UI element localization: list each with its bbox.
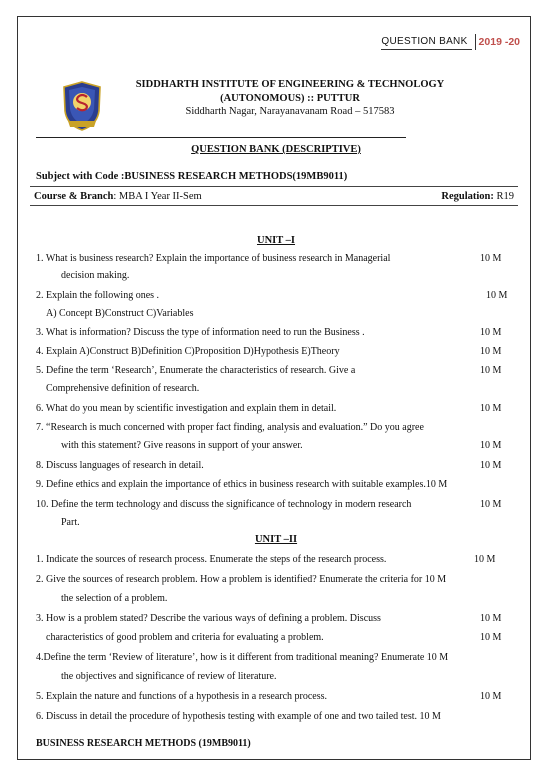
unit-1-question-line: with this statement? Give reasons in support of your answer. (61, 440, 303, 451)
header-label: QUESTION BANK (381, 36, 471, 50)
regulation (441, 191, 514, 202)
header-rule (36, 137, 406, 138)
regulation-value: R19 (493, 190, 514, 202)
unit-1-question-line: decision making. (61, 270, 130, 281)
header-divider (475, 34, 476, 50)
marks: 10 M (480, 632, 502, 643)
unit-1-title: UNIT –I (256, 235, 296, 246)
unit-1-question-line: 4. Explain A)Construct B)Definition C)Proposition D)Hypothesis E)Theory (36, 346, 340, 357)
marks: 10 M (480, 440, 502, 451)
unit-1-question-line: 8. Discuss languages of research in detail. (36, 460, 204, 471)
unit-2-question-line: 1. Indicate the sources of research process. Enumerate the steps of the research process. (36, 554, 387, 565)
marks: 10 M (480, 403, 502, 414)
subject-line: Subject with Code :BUSINESS RESEARCH METHODS(19MB9011) (36, 171, 348, 182)
unit-2-question-line: the objectives and significance of review of literature. (61, 671, 277, 682)
unit-1-question-line: 6. What do you mean by scientific investigation and explain them in detail. (36, 403, 337, 414)
unit-1-question-line: 1. What is business research? Explain the importance of business research in Managerial (36, 253, 391, 264)
unit-2-question-line: 5. Explain the nature and functions of a hypothesis in a research process. (36, 691, 328, 702)
unit-2-question-line: 2. Give the sources of research problem. How a problem is identified? Enumerate the criteria for 10 M (36, 574, 447, 585)
regulation-label: Regulation: (441, 190, 494, 202)
marks: 10 M (480, 365, 502, 376)
marks: 10 M (480, 327, 502, 338)
unit-1-question-line: A) Concept B)Construct C)Variables (46, 308, 194, 319)
course-branch-row (30, 186, 518, 206)
marks: 10 M (480, 460, 502, 471)
unit-2-question-line: 3. How is a problem stated? Describe the various ways of defining a problem. Discuss (36, 613, 381, 624)
document-title: QUESTION BANK (DESCRIPTIVE) (191, 144, 361, 155)
unit-1-question-line: Part. (61, 517, 80, 528)
marks: 10 M (474, 554, 496, 565)
unit-1-question-line: 7. “Research is much concerned with proper fact finding, analysis and evaluation.” Do you agree (36, 422, 424, 433)
unit-1-question-line: Comprehensive definition of research. (46, 383, 200, 394)
unit-2-question-line: the selection of a problem. (61, 593, 168, 604)
course-value: : MBA I Year II-Sem (113, 190, 202, 202)
unit-2-title: UNIT –II (254, 534, 298, 545)
marks: 10 M (480, 346, 502, 357)
header-year: 2019 -20 (478, 36, 520, 48)
unit-1-question-line: 2. Explain the following ones . (36, 290, 160, 301)
marks: 10 M (480, 499, 502, 510)
institute-address: Siddharth Nagar, Narayanavanam Road – 517583 (185, 106, 395, 117)
unit-1-question-line: 3. What is information? Discuss the type of information need to run the Business . (36, 327, 365, 338)
page-header (381, 34, 520, 50)
institute-name: SIDDHARTH INSTITUTE OF ENGINEERING & TECHNOLOGY (135, 79, 445, 90)
marks: 10 M (480, 691, 502, 702)
course-label: Course & Branch (34, 190, 114, 202)
institute-autonomous: (AUTONOMOUS) :: PUTTUR (220, 93, 360, 104)
unit-2-question-line: characteristics of good problem and criteria for evaluating a problem. (46, 632, 324, 643)
unit-2-question-line: 6. Discuss in detail the procedure of hypothesis testing with example of one and two tailed test. 10 M (36, 711, 441, 722)
unit-1-question-line: 9. Define ethics and explain the importance of ethics in business research with suitable examples.10 M (36, 479, 448, 490)
unit-2-question-line: 4.Define the term ‘Review of literature’, how is it different from traditional meaning? Enumerate 10 M (36, 652, 449, 663)
unit-1-question-line: 10. Define the term technology and discuss the significance of technology in modern research (36, 499, 412, 510)
marks: 10 M (480, 613, 502, 624)
marks: 10 M (480, 253, 502, 264)
marks: 10 M (486, 290, 508, 301)
page-footer: BUSINESS RESEARCH METHODS (19MB9011) (36, 738, 251, 749)
course-branch (34, 191, 202, 202)
unit-1-question-line: 5. Define the term ‘Research’, Enumerate the characteristics of research. Give a (36, 365, 356, 376)
college-logo-icon (62, 81, 102, 131)
